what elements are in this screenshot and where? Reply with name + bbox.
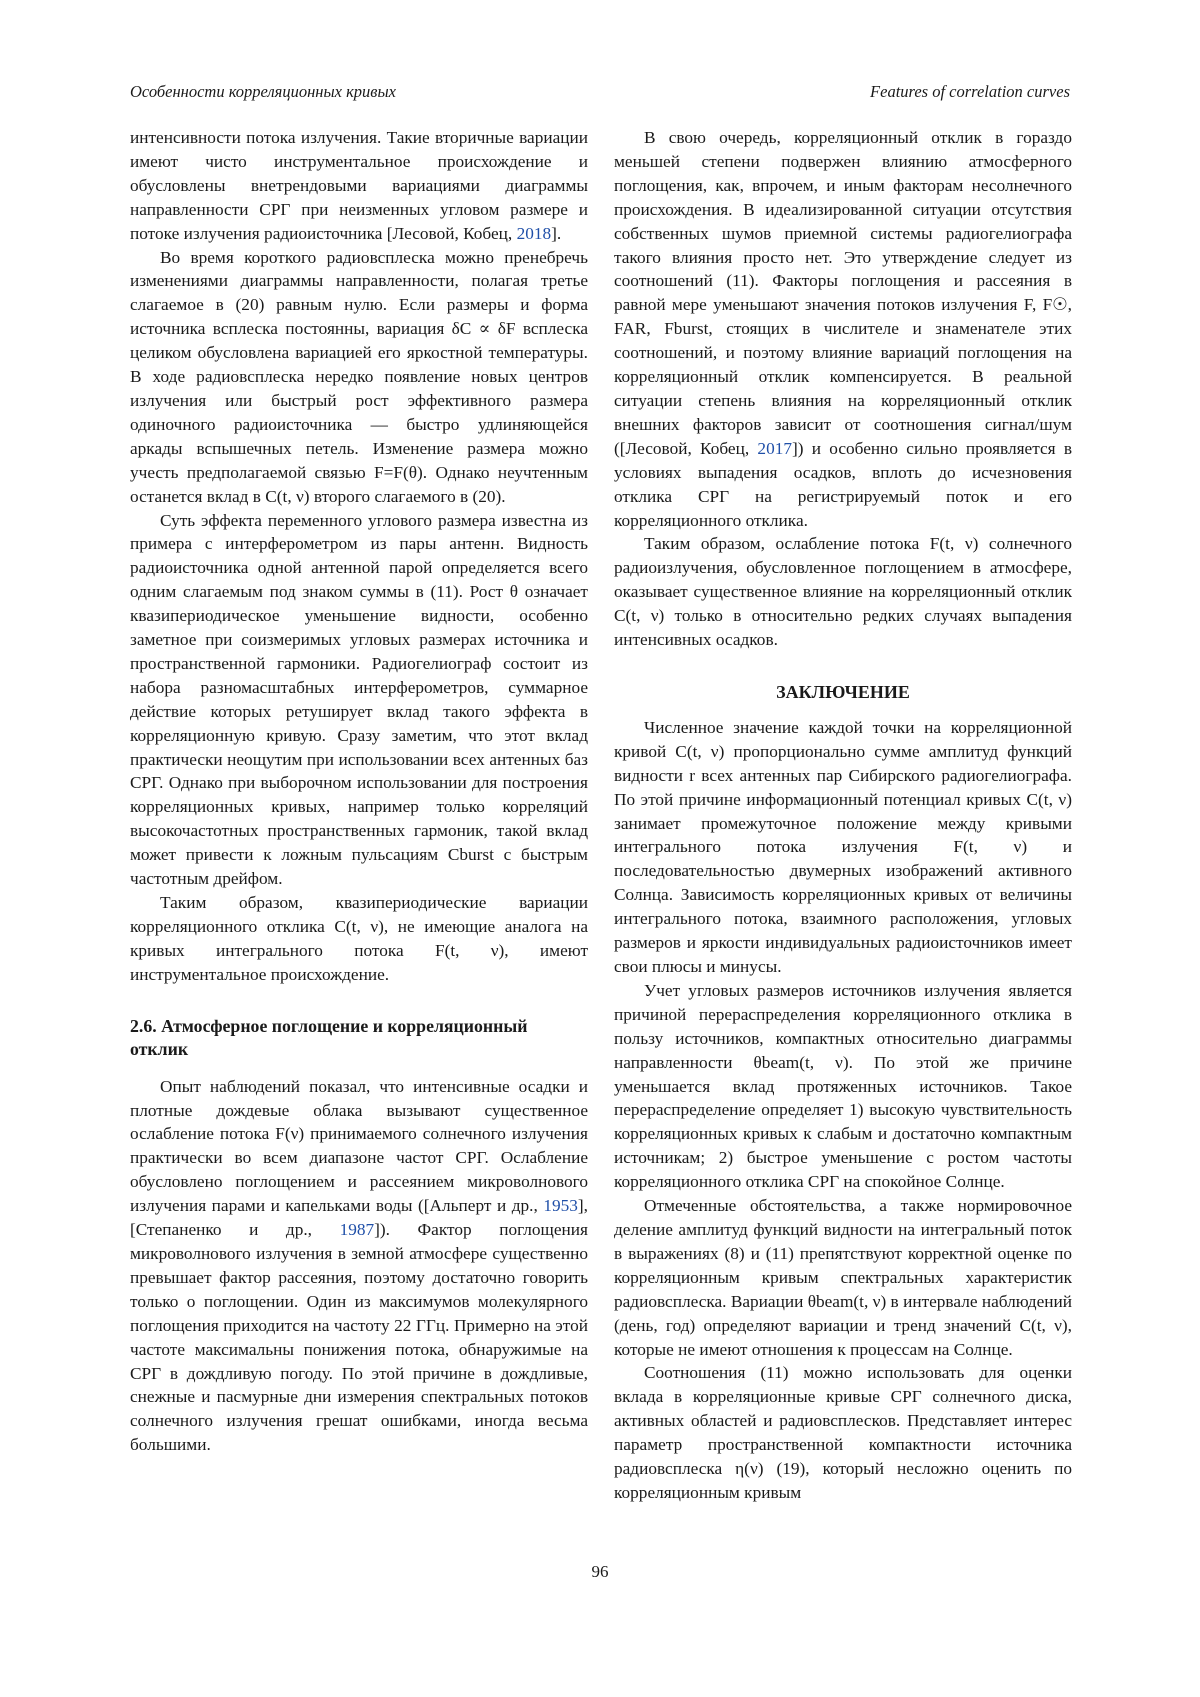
paragraph	[130, 126, 588, 246]
running-header-left: Особенности корреляционных кривых	[130, 82, 396, 101]
page-number: 96	[591, 1562, 609, 1581]
citation-link[interactable]: 1953	[543, 1196, 578, 1216]
running-header	[130, 82, 1070, 102]
paragraph: Таким образом, квазипериодические вариации корреляционного отклика C(t, ν), не имеющие аналога на кривых интегрального потока F(t, ν), имеют инструментальное происхождение.	[130, 893, 588, 984]
paragraph-text: В свою очередь, корреляционный отклик в гораздо меньшей степени подвержен влиянию атмосферного поглощения, как, впрочем, и иным факторам несолнечного происхождения. В идеализированной ситуации отсутствия собственных шумов приемной системы радиогелиографа такого влияния просто нет. Это утверждение следует из соотношений (11). Факторы поглощения и рассеяния в равной мере уменьшают значения потоков излучения F, F☉, FAR, Fburst, стоящих в числителе и знаменателе этих соотношений, и поэтому влияние вариаций поглощения на корреляционный отклик компенсируется. В реальной ситуации степень влияния на корреляционный отклик внешних факторов зависит от соотношения сигнал/шум ([Лесовой, Кобец,	[614, 128, 1072, 458]
right-column	[614, 126, 1072, 1505]
paragraph	[130, 1075, 588, 1458]
citation-link[interactable]: 1987	[339, 1220, 375, 1240]
paragraph: Во время короткого радиовсплеска можно пренебречь изменениями диаграммы направленности, полагая третье слагаемое в (20) равным нулю. Если размеры и форма источника всплеска постоянны, вариация δC ∝ δF всплеска целиком обусловлена вариацией его яркостной температуры. В ходе радиовсплеска нередко появление новых центров излучения или быстрый рост эффективного размера одиночного радиоисточника — быстро удлиняющейся аркады вспышечных петель. Изменение размера можно учесть предполагаемой связью F=F(θ). Однако неучтенным останется вклад в C(t, ν) второго слагаемого в (20).	[130, 247, 588, 506]
paragraph-text: ]) и особенно сильно проявляется в условиях выпадения осадков, вплоть до исчезновения отклика СРГ на регистрируемый поток и его корреляционного отклика.	[614, 438, 1072, 530]
paragraph: Численное значение каждой точки на корреляционной кривой C(t, ν) пропорционально сумме амплитуд функций видности r всех антенных пар Сибирского радиогелиографа. По этой причине информационный потенциал кривых C(t, ν) занимает промежуточное положение между кривыми интегрального потока излучения F(t, ν) и последовательностью двумерных изображений активного Солнца. Зависимость корреляционных кривых от величины интегрального потока, взаимного расположения, угловых размеров и яркости индивидуальных радиоисточников имеет свои плюсы и минусы.	[614, 717, 1072, 976]
paragraph-text: Опыт наблюдений показал, что интенсивные осадки и плотные дождевые облака вызывают существенное ослабление потока F(ν) принимаемого солнечного излучения практически во всем диапазоне частот СРГ. Ослабление обусловлено поглощением и рассеянием микроволнового излучения парами и капельками воды ([Альперт и др.,	[130, 1076, 588, 1216]
paragraph-text: ], [Степаненко и др.,	[130, 1196, 588, 1240]
paragraph: Таким образом, ослабление потока F(t, ν) солнечного радиоизлучения, обусловленное поглощением в атмосфере, оказывает существенное влияние на корреляционный отклик C(t, ν) только в относительно редких случаях выпадения интенсивных осадков.	[614, 534, 1072, 650]
paragraph	[614, 126, 1072, 532]
paragraph-text: интенсивности потока излучения. Такие вторичные вариации имеют чисто инструментальное происхождение и обусловлены внетрендовыми вариациями диаграммы направленности СРГ при неизменных угловом размере и потоке излучения радиоисточника [Лесовой, Кобец,	[130, 128, 588, 243]
citation-link[interactable]: 2018	[516, 223, 552, 243]
paragraph-text: ].	[551, 223, 562, 243]
paragraph: Соотношения (11) можно использовать для оценки вклада в корреляционные кривые СРГ солнечного диска, активных областей и радиовсплесков. Представляет интерес параметр пространственной компактности источника радиовсплеска η(ν) (19), который несложно оценить по корреляционным кривым	[614, 1363, 1072, 1502]
paragraph: Отмеченные обстоятельства, а также нормировочное деление амплитуд функций видности на интегральный поток в выражениях (8) и (11) препятствуют корректной оценке по корреляционным кривым спектральных характеристик радиовсплеска. Вариации θbeam(t, ν) в интервале наблюдений (день, год) определяют вариации и тренд значений C(t, ν), которые не имеют отношения к процессам на Солнце.	[614, 1196, 1072, 1359]
section-heading: 2.6. Атмосферное поглощение и корреляционный отклик	[130, 1015, 528, 1059]
paragraph: Учет угловых размеров источников излучения является причиной перераспределения корреляционного отклика в пользу источников, компактных относительно диаграммы направленности θbeam(t, ν). По этой же причине уменьшается вклад протяженных источников. Такое перераспределение определяет 1) высокую чувствительность корреляционных кривых к слабым и достаточно компактным источникам; 2) быстрое уменьшение с ростом частоты корреляционного отклика СРГ на спокойное Солнце.	[614, 980, 1072, 1192]
running-header-right: Features of correlation curves	[870, 82, 1070, 101]
conclusion-heading: ЗАКЛЮЧЕНИЕ	[776, 681, 910, 702]
paragraph-text: ]). Фактор поглощения микроволнового излучения в земной атмосфере существенно превышает фактор рассеяния, поэтому достаточно говорить только о поглощении. Один из максимумов молекулярного поглощения приходится на частоту 22 ГГц. Примерно на этой частоте максимальны понижения потока, обнаружимые на СРГ в дождливую погоду. По этой причине в дождливые, снежные и пасмурные дни измерения спектральных потоков солнечного излучения грешат ошибками, иногда весьма большими.	[130, 1220, 588, 1455]
citation-link[interactable]: 2017	[757, 438, 792, 458]
left-column	[130, 126, 588, 1457]
paragraph: Суть эффекта переменного углового размера известна из примера с интерферометром из пары антенн. Видность радиоисточника одной антенной парой определяется всего одним слагаемым под знаком суммы в (11). Рост θ означает квазипериодическое уменьшение видности, особенно заметное при соизмеримых угловых размерах источника и пространственной гармоники. Радиогелиограф состоит из набора разномасштабных интерферометров, суммарное действие которых ретуширует вклад такого эффекта в корреляционную кривую. Сразу заметим, что этот вклад практически неощутим при использовании всех антенных баз СРГ. Однако при выборочном использовании для построения корреляционных кривых, например только корреляций высокочастотных пространственных гармоник, такой вклад может привести к ложным пульсациям Cburst с быстрым частотным дрейфом.	[130, 510, 588, 889]
